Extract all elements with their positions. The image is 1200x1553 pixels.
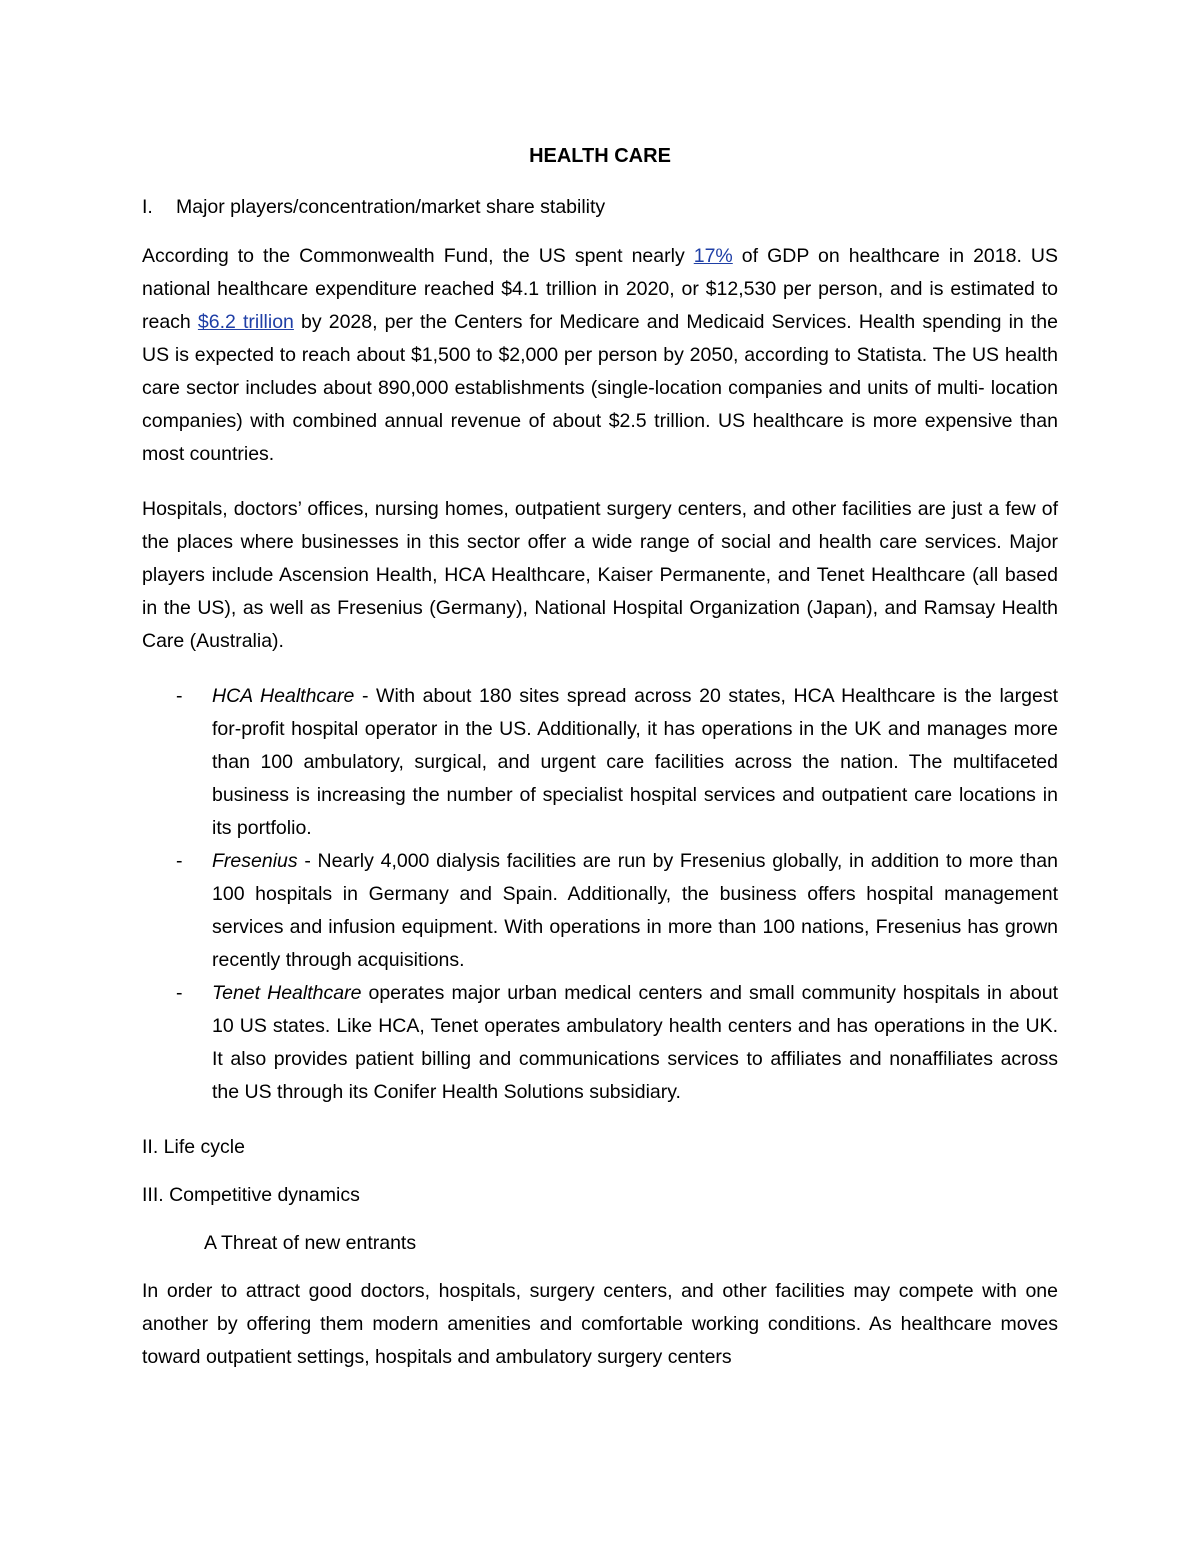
- players-list: [142, 680, 1058, 1109]
- section-1-number: I.: [142, 196, 153, 218]
- section-1-title: Major players/concentration/market share stability: [176, 196, 606, 218]
- dash-bullet: -: [176, 685, 183, 707]
- para1-text-2: of GDP on healthcare in 2018. US national healthcare expenditure reached $4.1 trillion in 2020, or $12,530 per person, and is estimated to reach: [142, 245, 1058, 333]
- dash-bullet: -: [176, 850, 183, 872]
- para1-text-1: According to the Commonwealth Fund, the US spent nearly: [142, 245, 694, 267]
- list-item: [142, 845, 1058, 977]
- document-title: HEALTH CARE: [529, 145, 671, 167]
- section-3-heading: III. Competitive dynamics: [142, 1184, 360, 1206]
- link-6-2-trillion[interactable]: $6.2 trillion: [197, 311, 294, 333]
- dash-bullet: -: [176, 982, 183, 1004]
- link-17-percent[interactable]: 17%: [693, 245, 733, 267]
- list-item: [142, 977, 1058, 1109]
- player-description: operates major urban medical centers and small community hospitals in about 10 US states. Like HCA, Tenet operates ambulatory health centers and has operations in the UK. It also provides patient billing and communications services to affiliates and nonaffiliates across the US through its Conifer Health Solutions subsidiary.: [212, 982, 1058, 1103]
- player-description: - With about 180 sites spread across 20 states, HCA Healthcare is the largest for-profit hospital operator in the US. Additionally, it has operations in the UK and manages more than 100 ambulatory, surgical, and urgent care facilities across the nation. The multifaceted business is increasing the number of specialist hospital services and outpatient care locations in its portfolio.: [212, 685, 1058, 839]
- player-description: - Nearly 4,000 dialysis facilities are run by Fresenius globally, in addition to more than 100 hospitals in Germany and Spain. Additionally, the business offers hospital management services and infusion equipment. With operations in more than 100 nations, Fresenius has grown recently through acquisitions.: [212, 850, 1058, 971]
- section-1-heading: [142, 191, 1058, 224]
- player-name: Fresenius: [212, 850, 298, 872]
- document-page: [142, 140, 1058, 1396]
- player-name: Tenet Healthcare: [212, 982, 362, 1004]
- subsection-a-heading: A Threat of new entrants: [204, 1232, 417, 1254]
- para1-text-3: by 2028, per the Centers for Medicare and Medicaid Services. Health spending in the US is expected to reach about $1,500 to $2,000 per person by 2050, according to Statista. The US health care sector includes about 890,000 establishments (single-location companies and units of multi- location companies) with combined annual revenue of about $2.5 trillion. US healthcare is more expensive than most countries.: [142, 311, 1058, 465]
- paragraph-major-players: Hospitals, doctors’ offices, nursing homes, outpatient surgery centers, and other facilities are just a few of the places where businesses in this sector offer a wide range of social and health care services. Major players include Ascension Health, HCA Healthcare, Kaiser Permanente, and Tenet Healthcare (all based in the US), as well as Fresenius (Germany), National Hospital Organization (Japan), and Ramsay Health Care (Australia).: [142, 498, 1058, 652]
- paragraph-market-overview: [142, 240, 1058, 471]
- section-2-heading: II. Life cycle: [142, 1136, 245, 1158]
- paragraph-new-entrants: In order to attract good doctors, hospitals, surgery centers, and other facilities may compete with one another by offering them modern amenities and comfortable working conditions. As healthcare moves toward outpatient settings, hospitals and ambulatory surgery centers: [142, 1280, 1058, 1368]
- player-name: HCA Healthcare: [212, 685, 355, 707]
- list-item: [142, 680, 1058, 845]
